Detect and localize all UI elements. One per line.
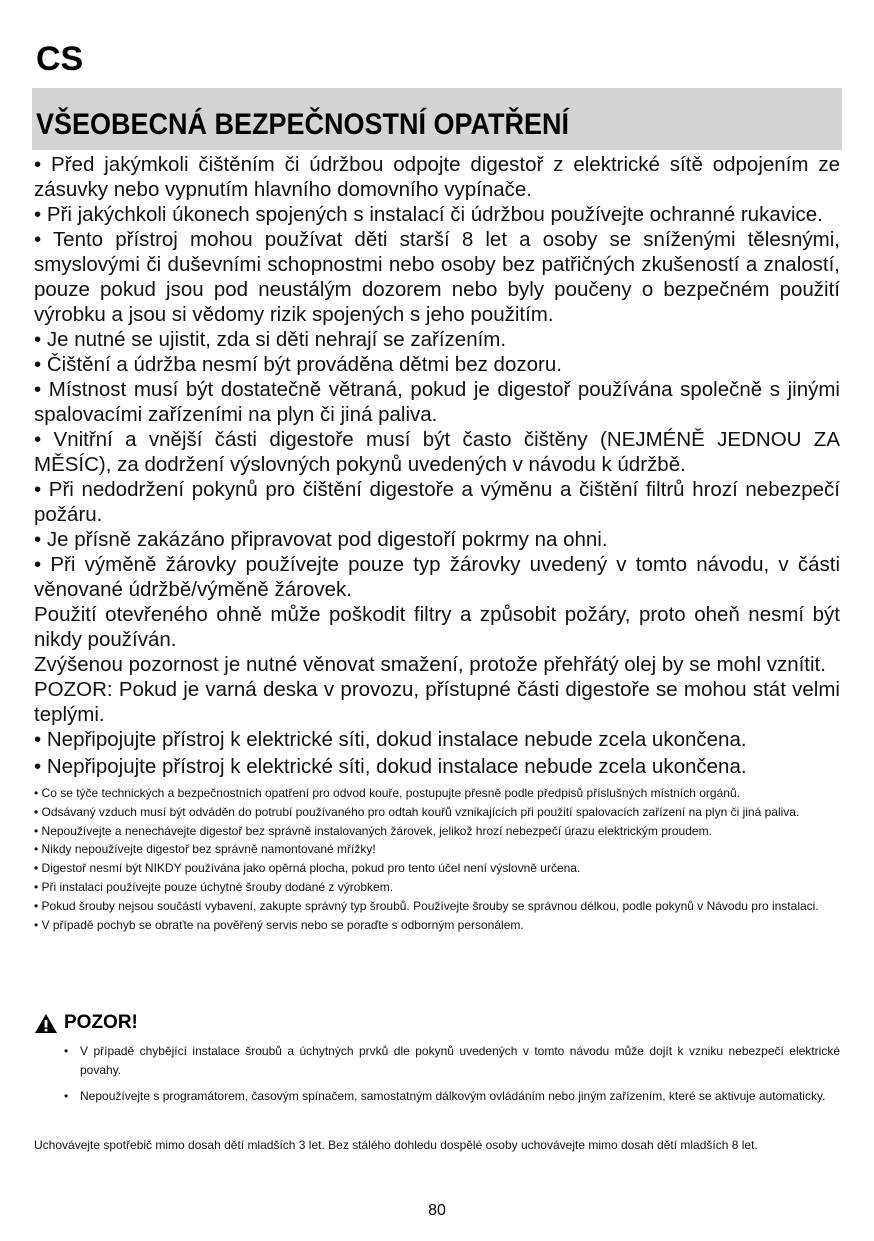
technical-item: • Co se týče technických a bezpečnostních opatření pro odvod kouře, postupujte přesně podle předpisů příslušných místních orgánů. [34, 786, 740, 800]
warning-heading [34, 1012, 138, 1034]
safety-item: Zvýšenou pozornost je nutné věnovat smažení, protože přehřátý olej by se mohl vznítit. [34, 653, 826, 676]
technical-item: • Při instalaci používejte pouze úchytné šrouby dodané z výrobkem. [34, 879, 394, 894]
language-code: CS [36, 40, 84, 78]
safety-item: • Je přísně zakázáno připravovat pod digestoří pokrmy na ohni. [34, 528, 608, 551]
warning-item: • V případě chybějící instalace šroubů a úchytných prvků dle pokynů uvedených v tomto návodu může dojít k vzniku nebezpečí elektrické povahy. [60, 1042, 840, 1080]
safety-item: • Při jakýchkoli úkonech spojených s instalací či údržbou používejte ochranné rukavice. [34, 203, 823, 226]
safety-item: POZOR: Pokud je varná deska v provozu, přístupné části digestoře se mohou stát velmi teplými. [34, 678, 840, 726]
children-note: Uchovávejte spotřebič mimo dosah dětí mladších 3 let. Bez stálého dohledu dospělé osoby uchovávejte mimo dosah dětí mladších 8 let. [34, 1138, 758, 1152]
warning-item: • Nepoužívejte s programátorem, časovým spínačem, samostatným dálkovým ovládáním nebo jiným zařízením, které se aktivuje automaticky. [60, 1087, 840, 1106]
safety-item: • Před jakýmkoli čištěním či údržbou odpojte digestoř z elektrické sítě odpojením ze zásuvky nebo vypnutím hlavního domovního vypínače. [34, 153, 840, 201]
safety-item: • Nepřipojujte přístroj k elektrické síti, dokud instalace nebude zcela ukončena. [34, 755, 747, 778]
warning-triangle-icon [34, 1013, 58, 1034]
safety-item: Použití otevřeného ohně může poškodit filtry a způsobit požáry, proto oheň nesmí být nikdy používán. [34, 603, 840, 651]
warning-title: POZOR! [64, 1012, 138, 1033]
safety-item: • Čištění a údržba nesmí být prováděna dětmi bez dozoru. [34, 353, 562, 376]
technical-item: • Nikdy nepoužívejte digestoř bez správně namontované mřížky! [34, 842, 376, 857]
safety-item: • Při nedodržení pokynů pro čištění digestoře a výměnu a čištění filtrů hrozí nebezpečí požáru. [34, 478, 840, 526]
main-safety-list [34, 152, 840, 779]
safety-item: • Při výměně žárovky používejte pouze typ žárovky uvedený v tomto návodu, v části věnované údržbě/výměně žárovek. [34, 553, 840, 601]
safety-item: • Vnitřní a vnější části digestoře musí být často čištěny (NEJMÉNĚ JEDNOU ZA MĚSÍC), za dodržení výslovných pokynů uvedených v návodu k údržbě. [34, 428, 840, 476]
safety-item: • Místnost musí být dostatečně větraná, pokud je digestoř používána společně s jinými spalovacími zařízeními na plyn či jiná paliva. [34, 378, 840, 426]
page-number: 80 [428, 1202, 446, 1219]
safety-item: • Nepřipojujte přístroj k elektrické síti, dokud instalace nebude zcela ukončena. [34, 728, 747, 751]
page-title: VŠEOBECNÁ BEZPEČNOSTNÍ OPATŘENÍ [36, 108, 570, 141]
safety-item: • Je nutné se ujistit, zda si děti nehrají se zařízením. [34, 328, 507, 351]
technical-item: • Digestoř nesmí být NIKDY používána jako opěrná plocha, pokud pro tento účel není výslovně určena. [34, 861, 581, 876]
technical-item: • Pokud šrouby nejsou součástí vybavení, zakupte správný typ šroubů. Používejte šrouby se správnou délkou, podle pokynů v Návodu pro instalaci. [34, 898, 819, 913]
warning-list [60, 1042, 840, 1105]
technical-item: • Nepoužívejte a nenechávejte digestoř bez správně instalovaných žárovek, jelikož hrozí nebezpečí úrazu elektrickým proudem. [34, 823, 712, 838]
technical-item: • Odsávaný vzduch musí být odváděn do potrubí používaného pro odtah kouřů vznikajících při použití spalovacích zařízení na plyn či jiná paliva. [34, 804, 800, 819]
safety-item: • Tento přístroj mohou používat děti starší 8 let a osoby se sníženými tělesnými, smyslovými či duševními schopnostmi nebo osoby bez patřičných zkušeností a znalostí, pouze pokud jsou pod neustálým dozorem nebo byly poučeny o bezpečném použití výrobku a jsou si vědomy rizik spojených s jeho použitím. [34, 228, 840, 326]
technical-item: • V případě pochyb se obraťte na pověřený servis nebo se poraďte s odborným personálem. [34, 917, 524, 932]
technical-safety-list [34, 784, 840, 934]
